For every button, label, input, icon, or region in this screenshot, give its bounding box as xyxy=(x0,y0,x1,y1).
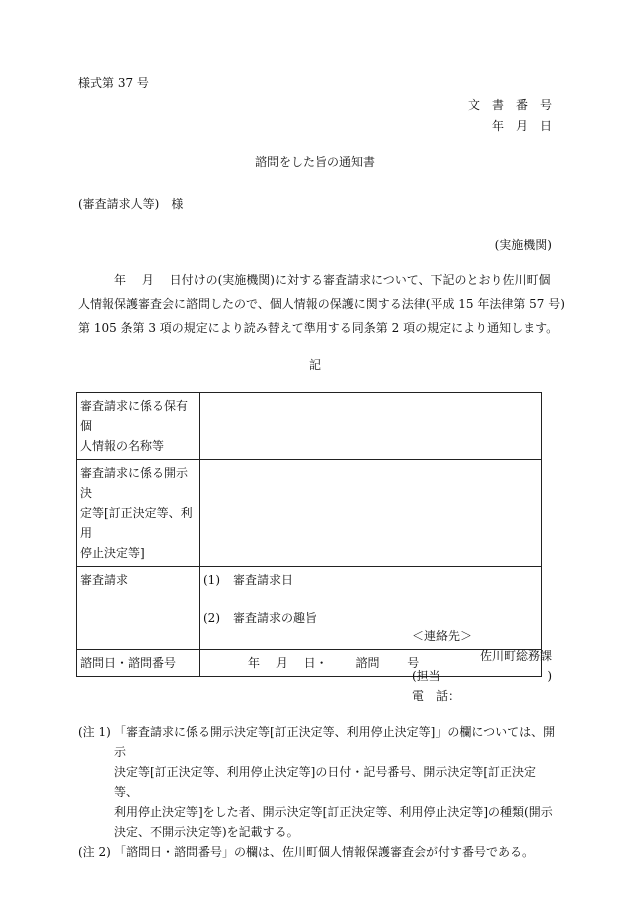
form-number: 様式第 37 号 xyxy=(78,76,149,90)
contact-block xyxy=(412,626,552,706)
row-label-request: 審査請求 xyxy=(77,567,200,650)
note-line: 決定、不開示決定等)を記載する。 xyxy=(114,825,299,839)
contact-person-close: ) xyxy=(547,669,552,683)
table-row xyxy=(77,393,542,460)
addressee: (審査請求人等) 様 xyxy=(78,197,184,211)
contact-phone: 電 話： xyxy=(412,689,461,703)
notes xyxy=(78,722,558,862)
note-label: (注 2) xyxy=(78,845,111,859)
contact-person-row xyxy=(412,666,552,686)
body-line: 年 月 日付けの(実施機関)に対する審査請求について、下記のとおり佐川町個 xyxy=(78,273,551,287)
ki-heading: 記 xyxy=(308,358,321,372)
table-row xyxy=(77,460,542,567)
request-item-purpose: (2) 審査請求の趣旨 xyxy=(203,611,318,625)
contact-department: 佐川町総務課 xyxy=(479,649,552,663)
document-title: 諮問をした旨の通知書 xyxy=(254,155,375,169)
cell-inquiry-date-number: 年 月 日・ 諮問 号 xyxy=(200,650,542,677)
document-date: 年 月 日 xyxy=(491,119,552,133)
cell-disclosure-decision-value xyxy=(200,460,542,567)
note-line: 利用停止決定等]をした者、開示決定等[訂正決定等、利用停止決定等]の種類(開示 xyxy=(114,805,553,819)
body-paragraph xyxy=(78,268,565,340)
row-label-inquiry-date-number: 諮問日・諮問番号 xyxy=(77,650,200,677)
note-line: 決定等[訂正決定等、利用停止決定等]の日付・記号番号、開示決定等[訂正決定等、 xyxy=(114,765,537,799)
cell-personal-info-name-value xyxy=(200,393,542,460)
note-label: (注 1) xyxy=(78,725,111,739)
issuer: (実施機関) xyxy=(494,238,552,252)
note-1 xyxy=(78,722,558,842)
body-line: 人情報保護審査会に諮問したので、個人情報の保護に関する法律(平成 15 年法律第 57 号) xyxy=(78,297,565,311)
row-label-disclosure-decision: 審査請求に係る開示決 定等[訂正決定等、利用 停止決定等] xyxy=(77,460,200,567)
request-item-date: (1) 審査請求日 xyxy=(203,573,294,587)
note-line: 「審査請求に係る開示決定等[訂正決定等、利用停止決定等]」の欄については、開示 xyxy=(114,725,556,759)
row-label-personal-info-name: 審査請求に係る保有個 人情報の名称等 xyxy=(77,393,200,460)
contact-person-label: (担当 xyxy=(412,669,441,683)
note-2 xyxy=(78,842,558,862)
note-line: 「諮問日・諮問番号」の欄は、佐川町個人情報保護審査会が付す番号である。 xyxy=(114,845,535,859)
document-number: 文 書 番 号 xyxy=(467,98,552,112)
body-line: 第 105 条第 3 項の規定により読み替えて準用する同条第 2 項の規定により通知します。 xyxy=(78,321,559,335)
contact-heading: ＜連絡先＞ xyxy=(412,629,473,643)
